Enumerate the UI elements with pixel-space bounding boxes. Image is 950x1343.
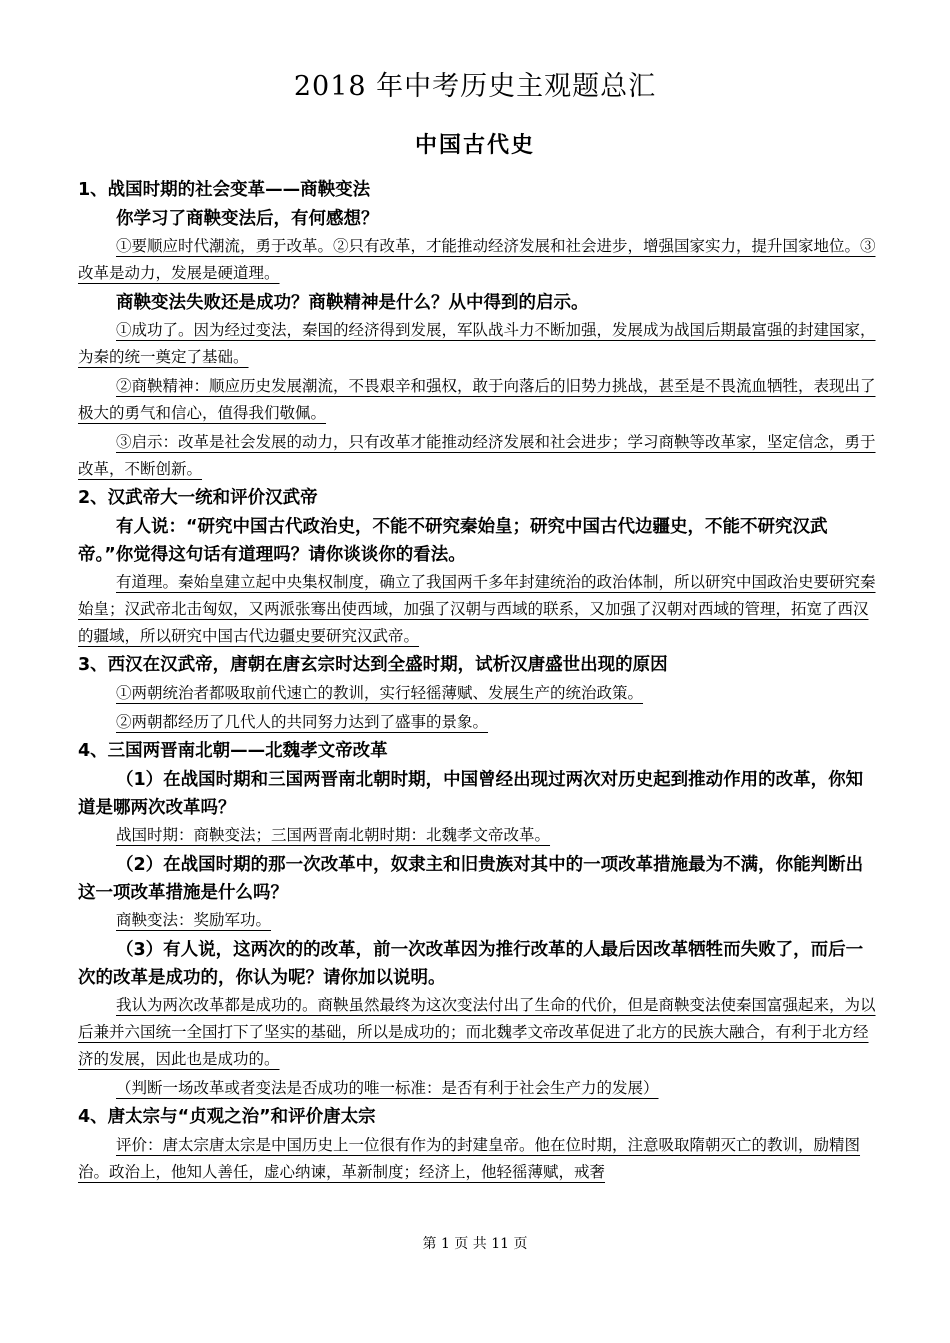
- question: （3）有人说，这两次的的改革，前一次改革因为推行改革的人最后因改革牺牲而失败了，而后一次的改革是成功的，你认为呢？请你加以说明。: [78, 940, 864, 988]
- answer: [78, 429, 878, 483]
- answer-text: 有道理。秦始皇建立起中央集权制度，确立了我国两千多年封建统治的政治体制，所以研究中国政治史要研究秦始皇；汉武帝北击匈奴，又两派张骞出使西域，加强了汉朝与西域的联系，又加强了汉朝对西域的管理，拓宽了西汉的疆域，所以研究中国古代边疆史要研究汉武帝。: [78, 573, 876, 645]
- note-text: （判断一场改革或者变法是否成功的唯一标准：是否有利于社会生产力的发展）: [116, 1079, 659, 1097]
- topic-heading-1: 1、战国时期的社会变革——商鞅变法: [78, 180, 371, 200]
- question: 你学习了商鞅变法后，有何感想？: [116, 209, 379, 229]
- note: [78, 1075, 878, 1102]
- answer: [78, 569, 878, 650]
- topic-heading-2: 2、汉武帝大一统和评价汉武帝: [78, 488, 318, 508]
- question: 有人说：“研究中国古代政治史，不能不研究秦始皇；研究中国古代边疆史，不能不研究汉武帝。”你觉得这句话有道理吗？请你谈谈你的看法。: [78, 517, 828, 565]
- answer: [78, 822, 878, 849]
- section-title: 中国古代史: [414, 132, 535, 158]
- answer-text: 评价：唐太宗唐太宗是中国历史上一位很有作为的封建皇帝。他在位时期，注意吸取隋朝灭亡的教训，励精图治。政治上，他知人善任，虚心纳谏，革新制度；经济上，他轻徭薄赋，戒奢: [78, 1136, 861, 1181]
- answer-text: 商鞅变法：奖励军功。: [116, 911, 272, 929]
- answer: [78, 907, 878, 934]
- answer-text: ①两朝统治者都吸取前代速亡的教训，实行轻徭薄赋、发展生产的统治政策。: [116, 684, 644, 702]
- answer: [78, 233, 878, 287]
- question: 商鞅变法失败还是成功？商鞅精神是什么？从中得到的启示。: [116, 293, 589, 313]
- answer: [78, 680, 878, 707]
- answer: [78, 709, 878, 736]
- answer-text: ②商鞅精神：顺应历史发展潮流，不畏艰辛和强权，敢于向落后的旧势力挑战，甚至是不畏流血牺牲，表现出了极大的勇气和信心，值得我们敬佩。: [78, 377, 876, 422]
- answer-text: 我认为两次改革都是成功的。商鞅虽然最终为这次变法付出了生命的代价，但是商鞅变法使秦国富强起来，为以后兼并六国统一全国打下了坚实的基础，所以是成功的；而北魏孝文帝改革促进了北方的民族大融合，有利于北方经济的发展，因此也是成功的。: [78, 996, 876, 1068]
- topic-heading-3: 3、西汉在汉武帝，唐朝在唐玄宗时达到全盛时期，试析汉唐盛世出现的原因: [78, 655, 668, 675]
- content: [78, 175, 878, 1188]
- page-footer: 第 1 页 共 11 页: [422, 1236, 528, 1252]
- topic-heading-4: 4、三国两晋南北朝——北魏孝文帝改革: [78, 741, 388, 761]
- question: （1）在战国时期和三国两晋南北朝时期，中国曾经出现过两次对历史起到推动作用的改革，你知道是哪两次改革吗？: [78, 770, 864, 818]
- answer-text: ①要顺应时代潮流，勇于改革。②只有改革，才能推动经济发展和社会进步，增强国家实力，提升国家地位。③改革是动力，发展是硬道理。: [78, 237, 876, 282]
- answer: [78, 1132, 878, 1186]
- answer-text: ①成功了。因为经过变法，秦国的经济得到发展，军队战斗力不断加强，发展成为战国后期最富强的封建国家，为秦的统一奠定了基础。: [78, 321, 876, 366]
- answer: [78, 317, 878, 371]
- answer-text: ②两朝都经历了几代人的共同努力达到了盛事的景象。: [116, 713, 489, 731]
- answer: [78, 992, 878, 1073]
- page-title: 2018 年中考历史主观题总汇: [293, 71, 657, 102]
- topic-heading-5: 4、唐太宗与“贞观之治”和评价唐太宗: [78, 1107, 376, 1127]
- answer-text: 战国时期：商鞅变法；三国两晋南北朝时期：北魏孝文帝改革。: [116, 826, 551, 844]
- question: （2）在战国时期的那一次改革中，奴隶主和旧贵族对其中的一项改革措施最为不满，你能判断出这一项改革措施是什么吗？: [78, 855, 864, 903]
- answer-text: ③启示：改革是社会发展的动力，只有改革才能推动经济发展和社会进步；学习商鞅等改革家，坚定信念，勇于改革，不断创新。: [78, 433, 876, 478]
- answer: [78, 373, 878, 427]
